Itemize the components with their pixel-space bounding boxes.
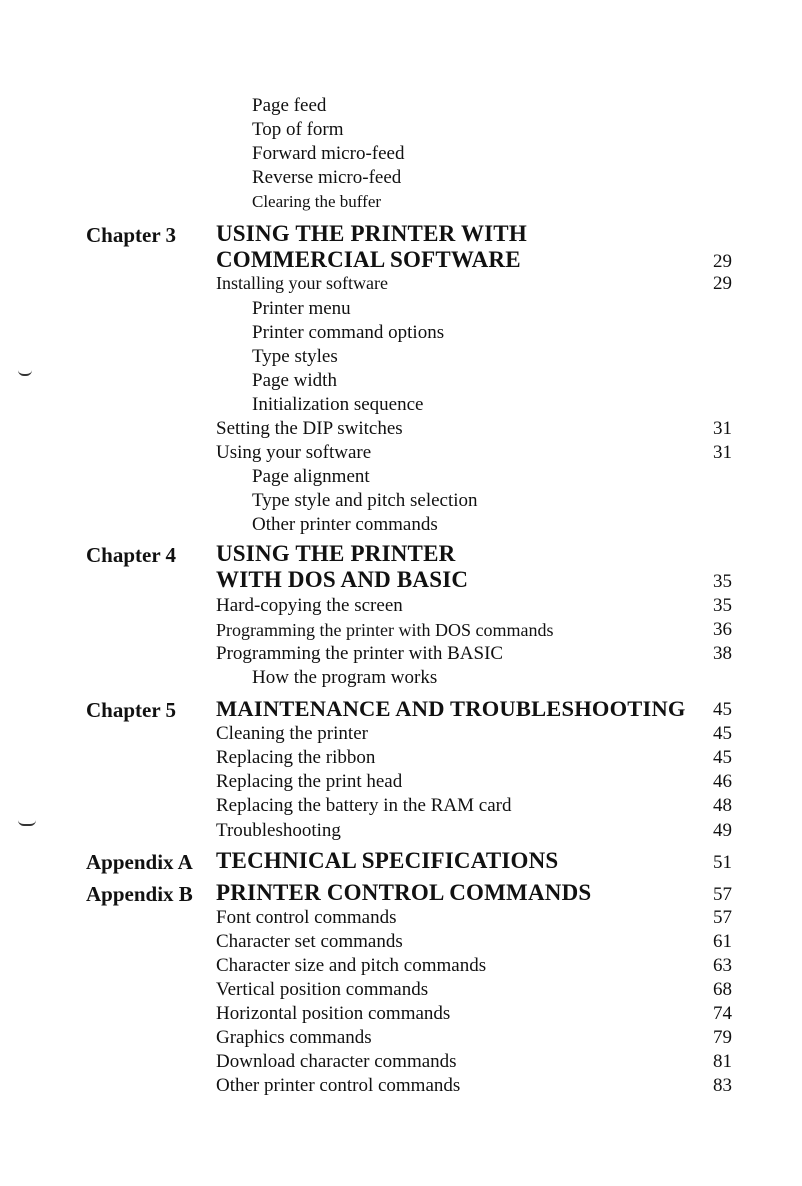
page-number: 46 xyxy=(713,771,732,792)
toc-entry: Replacing the print head xyxy=(216,771,403,792)
toc-entry: Character set commands xyxy=(216,931,403,952)
chapter-heading: USING THE PRINTER WITH xyxy=(216,221,527,246)
toc-entry: Graphics commands xyxy=(216,1027,372,1048)
toc-entry: Using your software xyxy=(216,442,372,463)
page-number: 31 xyxy=(713,418,732,439)
toc-entry: Setting the DIP switches xyxy=(216,418,403,439)
appendix-label: Appendix A xyxy=(86,850,193,874)
chapter-heading: USING THE PRINTER xyxy=(216,541,456,566)
page-number: 74 xyxy=(713,1003,732,1024)
toc-subentry: Reverse micro-feed xyxy=(252,167,402,188)
toc-subentry: Top of form xyxy=(252,119,344,140)
appendix-label: Appendix B xyxy=(86,882,193,906)
chapter-label: Chapter 3 xyxy=(86,223,177,247)
page-number: 48 xyxy=(713,795,732,816)
toc-entry: Font control commands xyxy=(216,907,397,928)
toc-subentry: Page feed xyxy=(252,95,327,116)
toc-entry: Programming the printer with DOS commands xyxy=(216,620,554,640)
page-number: 79 xyxy=(713,1027,732,1048)
toc-subentry: How the program works xyxy=(252,667,438,688)
page-number: 63 xyxy=(713,955,732,976)
page-number: 68 xyxy=(713,979,732,1000)
toc-subentry: Initialization sequence xyxy=(252,394,424,415)
page-number: 31 xyxy=(713,442,732,463)
page-number: 29 xyxy=(713,273,732,294)
toc-subentry: Type styles xyxy=(252,346,338,367)
toc-subentry: Clearing the buffer xyxy=(252,192,382,211)
toc-entry: Vertical position commands xyxy=(216,979,429,1000)
page-number: 29 xyxy=(713,251,732,272)
page-number: 45 xyxy=(713,699,732,720)
page-number: 35 xyxy=(713,595,732,616)
toc-entry: Other printer control commands xyxy=(216,1075,461,1096)
toc-subentry: Page alignment xyxy=(252,466,370,487)
toc-entry: Hard-copying the screen xyxy=(216,595,403,616)
page-number: 45 xyxy=(713,747,732,768)
page-number: 57 xyxy=(713,884,732,905)
toc-entry: Replacing the battery in the RAM card xyxy=(216,795,512,816)
page-number: 81 xyxy=(713,1051,732,1072)
chapter-heading: COMMERCIAL SOFTWARE xyxy=(216,247,521,272)
toc-entry: Character size and pitch commands xyxy=(216,955,487,976)
page-number: 35 xyxy=(713,571,732,592)
toc-entry: Troubleshooting xyxy=(216,820,341,841)
page-number: 83 xyxy=(713,1075,732,1096)
page-number: 51 xyxy=(713,852,732,873)
chapter-label: Chapter 5 xyxy=(86,698,177,722)
toc-subentry: Type style and pitch selection xyxy=(252,490,478,511)
page-number: 38 xyxy=(713,643,732,664)
toc-entry: Horizontal position commands xyxy=(216,1003,451,1024)
toc-subentry: Other printer commands xyxy=(252,514,438,535)
page-number: 57 xyxy=(713,907,732,928)
binding-mark xyxy=(18,370,32,376)
chapter-heading: MAINTENANCE AND TROUBLESHOOTING xyxy=(216,696,686,721)
chapter-heading: WITH DOS AND BASIC xyxy=(216,567,469,592)
page-number: 61 xyxy=(713,931,732,952)
toc-entry: Installing your software xyxy=(216,273,388,293)
toc-entry: Replacing the ribbon xyxy=(216,747,376,768)
page-number: 45 xyxy=(713,723,732,744)
binding-mark xyxy=(18,820,36,826)
toc-subentry: Page width xyxy=(252,370,337,391)
toc-entry: Programming the printer with BASIC xyxy=(216,643,504,664)
chapter-label: Chapter 4 xyxy=(86,543,177,567)
page-number: 49 xyxy=(713,820,732,841)
toc-subentry: Printer command options xyxy=(252,322,445,343)
toc-entry: Download character commands xyxy=(216,1051,457,1072)
toc-subentry: Forward micro-feed xyxy=(252,143,405,164)
toc-entry: Cleaning the printer xyxy=(216,723,368,744)
appendix-heading: PRINTER CONTROL COMMANDS xyxy=(216,880,592,905)
toc-subentry: Printer menu xyxy=(252,298,351,319)
appendix-heading: TECHNICAL SPECIFICATIONS xyxy=(216,848,559,873)
page-number: 36 xyxy=(713,619,732,640)
